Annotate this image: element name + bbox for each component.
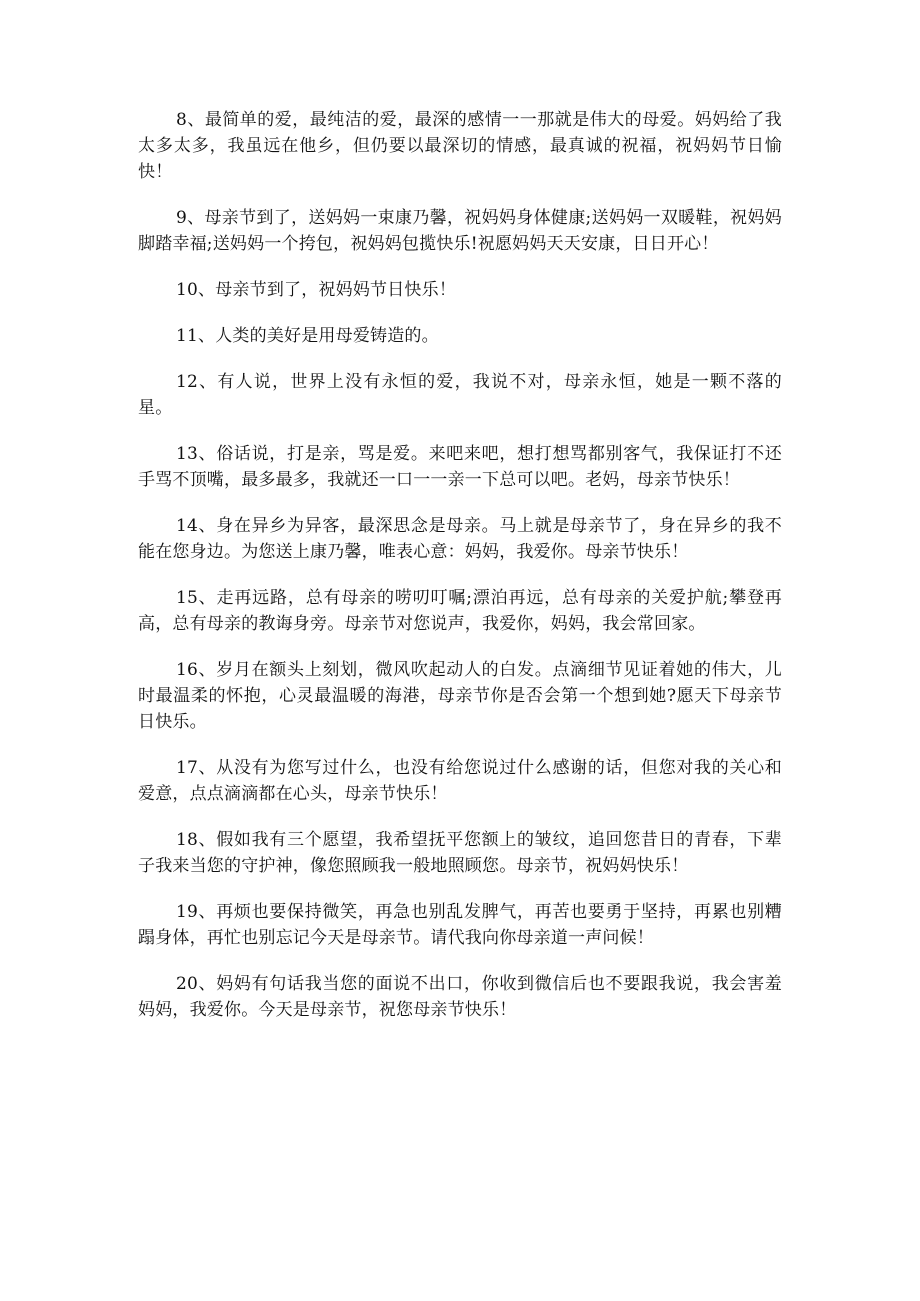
paragraph-10: 10、母亲节到了，祝妈妈节日快乐！: [176, 280, 457, 300]
paragraph-8: 8、最简单的爱，最纯洁的爱，最深的感情一一那就是伟大的母爱。妈妈给了我太多太多，我虽远在他乡，但仍要以最深切的情感，最真诚的祝福，祝妈妈节日愉快！: [138, 110, 782, 182]
document-body: [138, 107, 782, 1043]
paragraph-17: 17、从没有为您写过什么，也没有给您说过什么感谢的话，但您对我的关心和爱意，点点滴滴都在心头，母亲节快乐！: [138, 758, 782, 804]
paragraph-14: 14、身在异乡为异客，最深思念是母亲。马上就是母亲节了，身在异乡的我不能在您身边。为您送上康乃馨，唯表心意：妈妈，我爱你。母亲节快乐！: [138, 516, 782, 562]
paragraph-12: 12、有人说，世界上没有永恒的爱，我说不对，母亲永恒，她是一颗不落的星。: [138, 372, 782, 418]
paragraph-9: 9、母亲节到了，送妈妈一束康乃馨，祝妈妈身体健康;送妈妈一双暖鞋，祝妈妈脚踏幸福;送妈妈一个挎包，祝妈妈包揽快乐!祝愿妈妈天天安康，日日开心！: [138, 208, 782, 254]
paragraph-19: 19、再烦也要保持微笑，再急也别乱发脾气，再苦也要勇于坚持，再累也别糟蹋身体，再忙也别忘记今天是母亲节。请代我向你母亲道一声问候！: [138, 902, 782, 948]
paragraph-13: 13、俗话说，打是亲，骂是爱。来吧来吧，想打想骂都别客气，我保证打不还手骂不顶嘴，最多最多，我就还一口一一亲一下总可以吧。老妈，母亲节快乐！: [138, 444, 782, 490]
paragraph-20: 20、妈妈有句话我当您的面说不出口，你收到微信后也不要跟我说，我会害羞妈妈，我爱你。今天是母亲节，祝您母亲节快乐！: [138, 974, 782, 1020]
paragraph-15: 15、走再远路，总有母亲的唠叨叮嘱;漂泊再远，总有母亲的关爱护航;攀登再高，总有母亲的教诲身旁。母亲节对您说声，我爱你，妈妈，我会常回家。: [138, 588, 782, 634]
paragraph-16: 16、岁月在额头上刻划，微风吹起动人的白发。点滴细节见证着她的伟大，儿时最温柔的怀抱，心灵最温暖的海港，母亲节你是否会第一个想到她?愿天下母亲节日快乐。: [138, 660, 782, 732]
paragraph-11: 11、人类的美好是用母爱铸造的。: [176, 326, 439, 346]
paragraph-18: 18、假如我有三个愿望，我希望抚平您额上的皱纹，追回您昔日的青春，下辈子我来当您的守护神，像您照顾我一般地照顾您。母亲节，祝妈妈快乐！: [138, 830, 782, 876]
